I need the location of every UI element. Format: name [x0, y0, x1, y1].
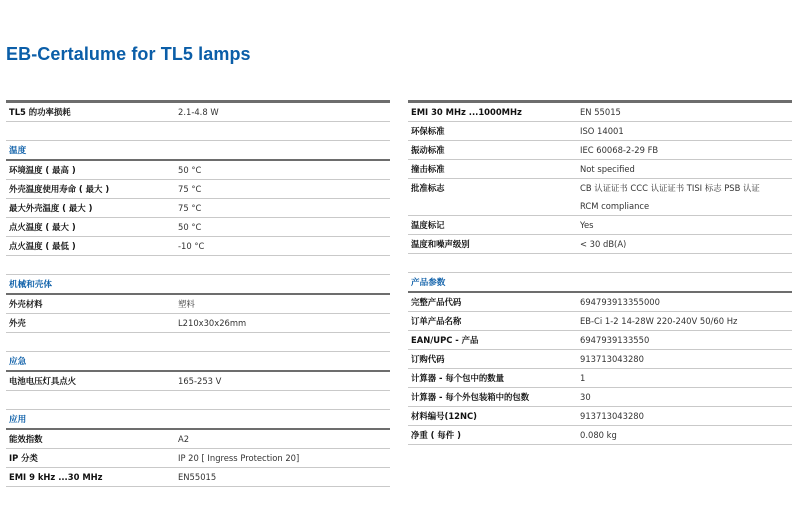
spec-row — [408, 103, 792, 122]
spec-row — [6, 372, 390, 391]
spec-value: 694793913355000 — [580, 297, 660, 307]
spec-row — [6, 468, 390, 487]
spec-value-continued: RCM compliance — [580, 201, 650, 211]
spec-value: Yes — [580, 220, 594, 230]
spec-row — [6, 161, 390, 180]
spec-value: ISO 14001 — [580, 126, 624, 136]
spec-label: 温度标记 — [411, 220, 445, 230]
section-title: 温度 — [9, 146, 27, 156]
spec-value: L210x30x26mm — [178, 318, 247, 328]
spec-label: EMI 30 MHz ...1000MHz — [411, 107, 522, 117]
section-header-product — [408, 273, 792, 293]
spec-row — [6, 430, 390, 449]
spec-value: 0.080 kg — [580, 430, 617, 440]
spec-label: 外壳 — [9, 318, 26, 328]
spec-label: 电池电压灯具点火 — [9, 376, 76, 386]
spec-value: 6947939133550 — [580, 335, 650, 345]
spacer-row — [6, 391, 390, 410]
section-title: 应用 — [9, 415, 27, 425]
spec-row — [6, 180, 390, 199]
spec-value: 75 °C — [178, 184, 202, 194]
spec-value: < 30 dB(A) — [580, 239, 627, 249]
spec-value: IEC 60068-2-29 FB — [580, 145, 659, 155]
spec-row — [408, 331, 792, 350]
spec-value: A2 — [178, 434, 190, 444]
spacer-row — [6, 333, 390, 352]
spec-label: 材料编号(12NC) — [411, 411, 477, 421]
section-header-temperature — [6, 141, 390, 161]
spec-row — [408, 122, 792, 141]
spec-row — [408, 160, 792, 179]
spec-row — [6, 314, 390, 333]
spec-label: 计算器 - 每个外包装箱中的包数 — [411, 392, 530, 402]
spec-row — [408, 141, 792, 160]
spec-value: EN55015 — [178, 472, 217, 482]
spec-label: 环保标准 — [411, 126, 445, 136]
spec-label: TL5 的功率损耗 — [9, 107, 71, 117]
spec-row — [408, 426, 792, 445]
spec-row — [408, 312, 792, 331]
spec-row — [6, 218, 390, 237]
left-spec-column — [6, 100, 390, 487]
spec-value: Not specified — [580, 164, 635, 174]
spec-value: 塑料 — [178, 299, 195, 309]
right-spec-column — [408, 100, 792, 445]
spec-row — [408, 369, 792, 388]
spec-label: 净重 ( 每件 ) — [411, 430, 461, 440]
spec-label: 温度和噪声级别 — [411, 239, 470, 249]
spec-value: 1 — [580, 373, 586, 383]
spec-label: 完整产品代码 — [411, 297, 462, 307]
spacer-row — [6, 256, 390, 275]
spec-row — [408, 388, 792, 407]
spec-value: 50 °C — [178, 165, 202, 175]
spec-row — [408, 350, 792, 369]
page-title: EB-Certalume for TL5 lamps — [6, 44, 251, 64]
spec-value: 913713043280 — [580, 354, 644, 364]
section-header-emergency — [6, 352, 390, 372]
spec-label: 点火温度 ( 最低 ) — [9, 241, 76, 251]
spec-label: 批准标志 — [411, 183, 445, 193]
spec-value: EB-Ci 1-2 14-28W 220-240V 50/60 Hz — [580, 316, 738, 326]
spec-label: 外壳温度使用寿命 ( 最大 ) — [9, 184, 110, 194]
spec-value: EN 55015 — [580, 107, 621, 117]
spec-value: 75 °C — [178, 203, 202, 213]
spec-label: 订单产品名称 — [411, 316, 462, 326]
spec-row-approval — [408, 179, 792, 216]
spec-value: 2.1-4.8 W — [178, 107, 219, 117]
section-header-mechanical — [6, 275, 390, 295]
spec-value: 50 °C — [178, 222, 202, 232]
spec-row — [408, 216, 792, 235]
section-title: 应急 — [9, 357, 27, 367]
section-title: 产品参数 — [411, 278, 446, 288]
spec-row — [6, 237, 390, 256]
spec-label: IP 分类 — [9, 453, 38, 463]
spec-value: 913713043280 — [580, 411, 644, 421]
spec-row — [6, 103, 390, 122]
spec-label: 最大外壳温度 ( 最大 ) — [9, 203, 93, 213]
spec-label: 撞击标准 — [411, 164, 445, 174]
spec-value: 165-253 V — [178, 376, 222, 386]
section-title: 机械和壳体 — [9, 280, 52, 290]
spec-row — [6, 449, 390, 468]
spec-value: 30 — [580, 392, 591, 402]
spacer-row — [408, 254, 792, 273]
spec-row — [6, 199, 390, 218]
spec-row — [6, 295, 390, 314]
spec-label: 点火温度 ( 最大 ) — [9, 222, 76, 232]
spec-label: EMI 9 kHz ...30 MHz — [9, 472, 103, 482]
spacer-row — [6, 122, 390, 141]
spec-label: 外壳材料 — [9, 299, 43, 309]
spec-row — [408, 293, 792, 312]
spec-label: 订购代码 — [411, 354, 445, 364]
spec-row — [408, 407, 792, 426]
spec-label: 环境温度 ( 最高 ) — [9, 165, 76, 175]
spec-label: 振动标准 — [411, 145, 445, 155]
spec-value: IP 20 [ Ingress Protection 20] — [178, 453, 300, 463]
spec-row — [408, 235, 792, 254]
spec-value: -10 °C — [178, 241, 205, 251]
spec-value: CB 认证证书 CCC 认证证书 TISI 标志 PSB 认证 — [580, 183, 760, 193]
spec-label: EAN/UPC - 产品 — [411, 335, 479, 345]
spec-label: 计算器 - 每个包中的数量 — [411, 373, 505, 383]
spec-label: 能效指数 — [9, 434, 43, 444]
section-header-application — [6, 410, 390, 430]
